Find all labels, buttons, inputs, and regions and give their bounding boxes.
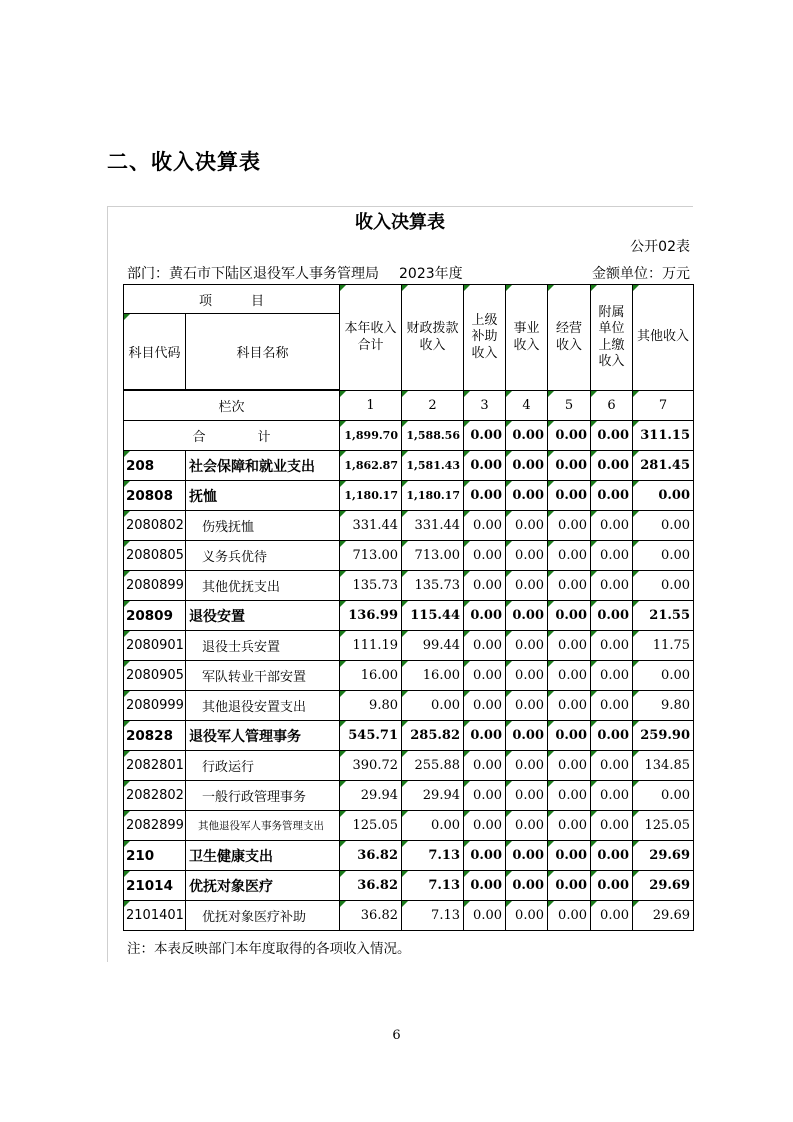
amount-cell: 0.00 <box>464 601 506 631</box>
amount-cell: 0.00 <box>548 751 591 781</box>
amount-cell: 0.00 <box>548 481 591 511</box>
amount-cell: 0.00 <box>591 541 633 571</box>
page-number: 6 <box>392 1028 401 1043</box>
amount-cell: 713.00 <box>340 541 402 571</box>
table-row <box>124 541 694 571</box>
amount-cell: 36.82 <box>340 901 402 931</box>
header-business-income: 事业收入 <box>506 285 548 391</box>
amount-cell: 135.73 <box>402 571 464 601</box>
amount-cell: 0.00 <box>506 571 548 601</box>
subject-name: 伤残抚恤 <box>186 511 340 541</box>
amount-cell: 0.00 <box>506 541 548 571</box>
subject-code: 210 <box>124 841 186 871</box>
amount-cell: 0.00 <box>464 481 506 511</box>
amount-cell: 0.00 <box>633 571 694 601</box>
amount-cell: 0.00 <box>464 871 506 901</box>
amount-cell: 0.00 <box>591 661 633 691</box>
amount-cell: 0.00 <box>633 541 694 571</box>
header-name: 科目名称 <box>186 314 340 390</box>
subject-code: 208 <box>124 451 186 481</box>
header-affiliated-income: 附属单位上缴收入 <box>591 285 633 391</box>
amount-cell: 331.44 <box>402 511 464 541</box>
amount-cell: 390.72 <box>340 751 402 781</box>
amount-cell: 1,581.43 <box>402 451 464 481</box>
amount-cell: 545.71 <box>340 721 402 751</box>
amount-cell: 0.00 <box>548 511 591 541</box>
amount-cell: 0.00 <box>591 751 633 781</box>
col-index-6: 6 <box>591 391 633 421</box>
col-index-4: 4 <box>506 391 548 421</box>
table-row <box>124 451 694 481</box>
table-row <box>124 631 694 661</box>
subject-code: 2080905 <box>124 661 186 691</box>
amount-cell: 713.00 <box>402 541 464 571</box>
header-item: 项 目 <box>124 285 340 314</box>
subject-code: 2080901 <box>124 631 186 661</box>
amount-cell: 0.00 <box>506 511 548 541</box>
amount-cell: 0.00 <box>464 451 506 481</box>
amount-cell: 0.00 <box>591 721 633 751</box>
table-row <box>124 751 694 781</box>
total-cell: 0.00 <box>591 421 633 451</box>
total-row <box>124 421 694 451</box>
amount-cell: 0.00 <box>464 571 506 601</box>
amount-cell: 29.69 <box>633 871 694 901</box>
amount-cell: 0.00 <box>548 541 591 571</box>
subject-code: 2101401 <box>124 901 186 931</box>
amount-cell: 99.44 <box>402 631 464 661</box>
subject-name: 一般行政管理事务 <box>186 781 340 811</box>
subject-code: 2080805 <box>124 541 186 571</box>
subject-name: 其他退役安置支出 <box>186 691 340 721</box>
total-cell: 0.00 <box>548 421 591 451</box>
amount-cell: 0.00 <box>591 781 633 811</box>
amount-cell: 0.00 <box>464 511 506 541</box>
amount-cell: 7.13 <box>402 841 464 871</box>
table-title: 收入决算表 <box>355 212 445 233</box>
amount-cell: 0.00 <box>464 691 506 721</box>
amount-cell: 9.80 <box>340 691 402 721</box>
header-operating-income: 经营收入 <box>548 285 591 391</box>
amount-cell: 0.00 <box>591 631 633 661</box>
amount-cell: 1,180.17 <box>340 481 402 511</box>
header-superior-subsidy: 上级补助收入 <box>464 285 506 391</box>
frame-left-border <box>107 206 108 962</box>
amount-cell: 0.00 <box>464 541 506 571</box>
amount-cell: 0.00 <box>633 781 694 811</box>
amount-cell: 0.00 <box>506 871 548 901</box>
subject-name: 优抚对象医疗 <box>186 871 340 901</box>
amount-cell: 0.00 <box>402 691 464 721</box>
amount-cell: 0.00 <box>548 781 591 811</box>
total-label: 合 计 <box>124 421 340 451</box>
amount-cell: 0.00 <box>548 691 591 721</box>
amount-cell: 0.00 <box>506 601 548 631</box>
amount-cell: 0.00 <box>591 901 633 931</box>
amount-cell: 0.00 <box>548 841 591 871</box>
amount-cell: 0.00 <box>464 841 506 871</box>
amount-cell: 0.00 <box>506 691 548 721</box>
department-line <box>127 263 463 283</box>
table-row <box>124 661 694 691</box>
frame-top-border <box>107 206 693 207</box>
header-total-income: 本年收入合计 <box>340 285 402 391</box>
total-cell: 1,588.56 <box>402 421 464 451</box>
total-cell: 0.00 <box>506 421 548 451</box>
amount-cell: 331.44 <box>340 511 402 541</box>
amount-cell: 0.00 <box>464 901 506 931</box>
subject-name: 优抚对象医疗补助 <box>186 901 340 931</box>
subject-name: 行政运行 <box>186 751 340 781</box>
subject-code: 2082801 <box>124 751 186 781</box>
subject-code: 2080802 <box>124 511 186 541</box>
table-row <box>124 601 694 631</box>
amount-cell: 0.00 <box>591 841 633 871</box>
amount-cell: 115.44 <box>402 601 464 631</box>
table-row <box>124 841 694 871</box>
table-row <box>124 511 694 541</box>
amount-cell: 0.00 <box>506 721 548 751</box>
amount-cell: 7.13 <box>402 871 464 901</box>
department-name: 部门：黄石市下陆区退役军人事务管理局 <box>127 266 379 282</box>
amount-cell: 0.00 <box>591 691 633 721</box>
amount-cell: 0.00 <box>548 451 591 481</box>
amount-cell: 0.00 <box>591 511 633 541</box>
amount-cell: 0.00 <box>506 811 548 841</box>
col-index-5: 5 <box>548 391 591 421</box>
amount-cell: 134.85 <box>633 751 694 781</box>
amount-unit: 金额单位：万元 <box>592 266 690 282</box>
subject-code: 2082899 <box>124 811 186 841</box>
header-other-income: 其他收入 <box>633 285 694 391</box>
col-index-3: 3 <box>464 391 506 421</box>
amount-cell: 29.94 <box>340 781 402 811</box>
table-row <box>124 721 694 751</box>
amount-cell: 0.00 <box>464 811 506 841</box>
amount-cell: 135.73 <box>340 571 402 601</box>
total-cell: 0.00 <box>464 421 506 451</box>
header-fiscal-allocation: 财政拨款收入 <box>402 285 464 391</box>
subject-name: 卫生健康支出 <box>186 841 340 871</box>
amount-cell: 9.80 <box>633 691 694 721</box>
amount-cell: 1,862.87 <box>340 451 402 481</box>
amount-cell: 16.00 <box>340 661 402 691</box>
table-row <box>124 811 694 841</box>
amount-cell: 36.82 <box>340 841 402 871</box>
amount-cell: 0.00 <box>464 751 506 781</box>
amount-cell: 0.00 <box>402 811 464 841</box>
amount-cell: 36.82 <box>340 871 402 901</box>
amount-cell: 0.00 <box>591 601 633 631</box>
amount-cell: 11.75 <box>633 631 694 661</box>
subject-name: 退役军人管理事务 <box>186 721 340 751</box>
table-row <box>124 571 694 601</box>
amount-cell: 0.00 <box>548 901 591 931</box>
amount-cell: 125.05 <box>633 811 694 841</box>
table-note: 注：本表反映部门本年度取得的各项收入情况。 <box>127 941 411 957</box>
total-cell: 311.15 <box>633 421 694 451</box>
amount-cell: 29.69 <box>633 901 694 931</box>
amount-cell: 0.00 <box>633 481 694 511</box>
subject-code: 21014 <box>124 871 186 901</box>
amount-cell: 0.00 <box>548 871 591 901</box>
col-index-7: 7 <box>633 391 694 421</box>
subject-name: 社会保障和就业支出 <box>186 451 340 481</box>
row-index-label: 栏次 <box>124 391 340 421</box>
amount-cell: 7.13 <box>402 901 464 931</box>
amount-cell: 136.99 <box>340 601 402 631</box>
amount-cell: 0.00 <box>464 721 506 751</box>
amount-cell: 0.00 <box>506 901 548 931</box>
col-index-1: 1 <box>340 391 402 421</box>
amount-cell: 1,180.17 <box>402 481 464 511</box>
amount-cell: 0.00 <box>591 451 633 481</box>
amount-cell: 0.00 <box>548 601 591 631</box>
subject-name: 军队转业干部安置 <box>186 661 340 691</box>
amount-cell: 29.69 <box>633 841 694 871</box>
table-row <box>124 901 694 931</box>
subject-name: 其他优抚支出 <box>186 571 340 601</box>
amount-cell: 0.00 <box>506 631 548 661</box>
amount-cell: 285.82 <box>402 721 464 751</box>
amount-cell: 0.00 <box>591 481 633 511</box>
amount-cell: 0.00 <box>591 811 633 841</box>
amount-cell: 0.00 <box>506 451 548 481</box>
amount-cell: 125.05 <box>340 811 402 841</box>
amount-cell: 0.00 <box>464 631 506 661</box>
amount-cell: 16.00 <box>402 661 464 691</box>
col-index-2: 2 <box>402 391 464 421</box>
amount-cell: 0.00 <box>548 811 591 841</box>
form-number: 公开02表 <box>630 239 690 255</box>
amount-cell: 0.00 <box>548 631 591 661</box>
amount-cell: 0.00 <box>464 661 506 691</box>
total-cell: 1,899.70 <box>340 421 402 451</box>
amount-cell: 0.00 <box>506 481 548 511</box>
amount-cell: 255.88 <box>402 751 464 781</box>
amount-cell: 0.00 <box>506 781 548 811</box>
subject-name: 义务兵优待 <box>186 541 340 571</box>
amount-cell: 259.90 <box>633 721 694 751</box>
amount-cell: 21.55 <box>633 601 694 631</box>
table-row <box>124 691 694 721</box>
subject-code: 2080999 <box>124 691 186 721</box>
amount-cell: 281.45 <box>633 451 694 481</box>
amount-cell: 0.00 <box>548 721 591 751</box>
income-table <box>123 284 694 931</box>
amount-cell: 0.00 <box>633 511 694 541</box>
section-title: 二、收入决算表 <box>107 150 261 174</box>
amount-cell: 0.00 <box>506 661 548 691</box>
subject-code: 2080899 <box>124 571 186 601</box>
table-row <box>124 481 694 511</box>
subject-code: 20828 <box>124 721 186 751</box>
subject-name: 退役安置 <box>186 601 340 631</box>
amount-cell: 0.00 <box>591 571 633 601</box>
amount-cell: 0.00 <box>506 751 548 781</box>
amount-cell: 0.00 <box>633 661 694 691</box>
amount-cell: 111.19 <box>340 631 402 661</box>
amount-cell: 0.00 <box>548 571 591 601</box>
amount-cell: 0.00 <box>591 871 633 901</box>
amount-cell: 0.00 <box>548 661 591 691</box>
subject-code: 20809 <box>124 601 186 631</box>
table-row <box>124 871 694 901</box>
subject-name: 退役士兵安置 <box>186 631 340 661</box>
table-row <box>124 781 694 811</box>
amount-cell: 0.00 <box>464 781 506 811</box>
fiscal-year: 2023年度 <box>399 266 463 282</box>
subject-code: 2082802 <box>124 781 186 811</box>
subject-name: 抚恤 <box>186 481 340 511</box>
subject-name: 其他退役军人事务管理支出 <box>186 811 340 841</box>
subject-code: 20808 <box>124 481 186 511</box>
header-code: 科目代码 <box>124 314 186 390</box>
amount-cell: 0.00 <box>506 841 548 871</box>
amount-cell: 29.94 <box>402 781 464 811</box>
